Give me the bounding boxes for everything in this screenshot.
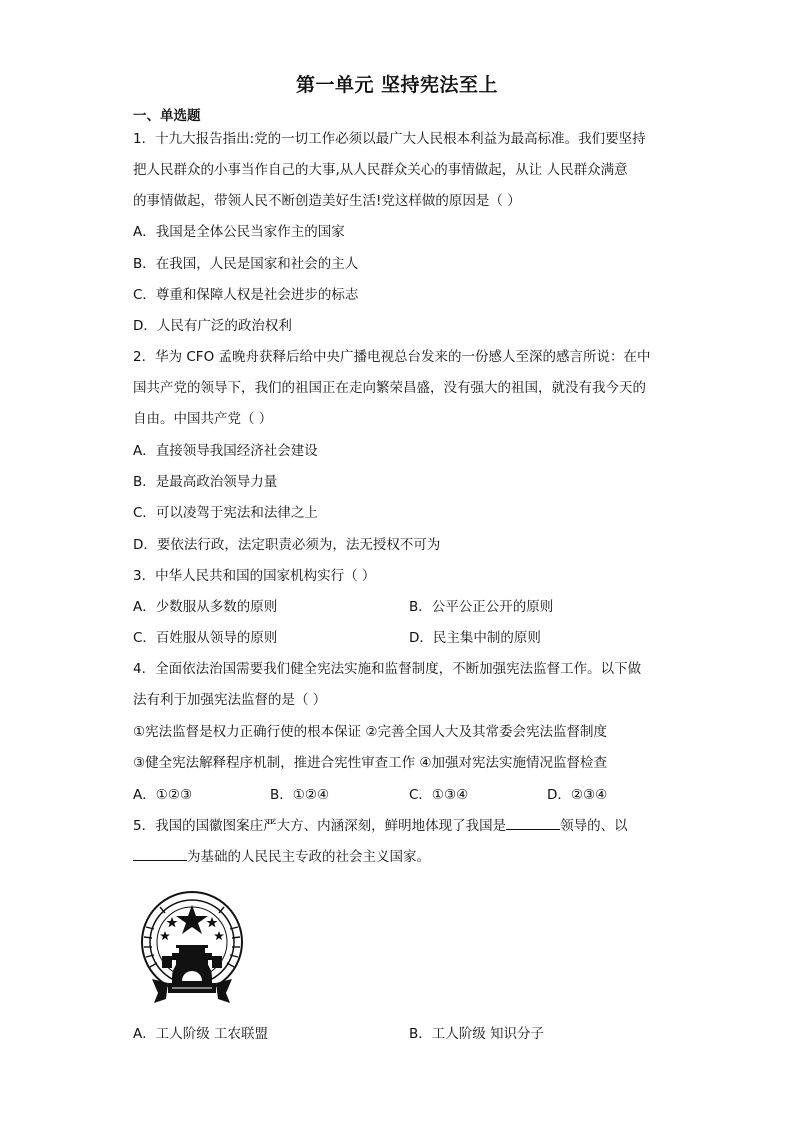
- q2-option-a[interactable]: A．直接领导我国经济社会建设: [133, 443, 318, 459]
- q4-option-c[interactable]: C．①③④: [409, 787, 469, 803]
- q2-stem-line-3: 自由。中国共产党（ ）: [133, 411, 273, 427]
- q5-blank-2[interactable]: [133, 848, 187, 861]
- q2-stem-line-1: 2．华为 CFO 孟晚舟获释后给中央广播电视总台发来的一份感人至深的感言所说：在中: [133, 349, 651, 365]
- q3-stem: 3．中华人民共和国的国家机构实行（ ）: [133, 568, 376, 584]
- national-emblem-image: [132, 887, 252, 1012]
- q5-stem-part-3: 为基础的人民民主专政的社会主义国家。: [187, 849, 430, 865]
- q2-stem-line-2: 国共产党的领导下，我们的祖国正在走向繁荣昌盛，没有强大的祖国，就没有我今天的: [133, 380, 646, 396]
- document-title: 第一单元 坚持宪法至上: [295, 74, 499, 96]
- q2-option-d[interactable]: D．要依法行政，法定职责必须为，法无授权不可为: [133, 537, 441, 553]
- q5-option-a[interactable]: A．工人阶级 工农联盟: [133, 1026, 269, 1042]
- q5-stem-part-2: 领导的、以: [560, 818, 628, 834]
- q5-stem-part-1: 5．我国的国徽图案庄严大方、内涵深刻，鲜明地体现了我国是: [133, 818, 507, 834]
- section-heading: 一、单选题: [133, 108, 201, 124]
- q1-option-b[interactable]: B．在我国，人民是国家和社会的主人: [133, 256, 359, 272]
- q1-option-c[interactable]: C．尊重和保障人权是社会进步的标志: [133, 287, 359, 303]
- q4-statements-line-2: ③健全宪法解释程序机制，推进合宪性审查工作 ④加强对宪法实施情况监督检查: [133, 755, 607, 771]
- q3-option-d[interactable]: D．民主集中制的原则: [409, 630, 541, 646]
- q5-blank-1[interactable]: [506, 817, 560, 830]
- q4-option-b[interactable]: B．①②④: [270, 787, 330, 803]
- q3-option-c[interactable]: C．百姓服从领导的原则: [133, 630, 278, 646]
- q4-option-a[interactable]: A．①②③: [133, 787, 193, 803]
- q2-option-b[interactable]: B．是最高政治领导力量: [133, 474, 278, 490]
- q4-option-d[interactable]: D．②③④: [547, 787, 608, 803]
- q4-stem-line-1: 4．全面依法治国需要我们健全宪法实施和监督制度，不断加强宪法监督工作。以下做: [133, 661, 642, 677]
- q2-option-c[interactable]: C．可以凌驾于宪法和法律之上: [133, 505, 318, 521]
- q1-option-a[interactable]: A．我国是全体公民当家作主的国家: [133, 224, 345, 240]
- q4-stem-line-2: 法有利于加强宪法监督的是（ ）: [133, 692, 327, 708]
- q5-option-b[interactable]: B．工人阶级 知识分子: [409, 1026, 545, 1042]
- q3-option-b[interactable]: B．公平公正公开的原则: [409, 599, 554, 615]
- q5-stem-line-2: [133, 848, 430, 866]
- q1-option-d[interactable]: D．人民有广泛的政治权利: [133, 318, 292, 334]
- q3-option-a[interactable]: A．少数服从多数的原则: [133, 599, 278, 615]
- q1-stem-line-1: 1．十九大报告指出:党的一切工作必须以最广大人民根本利益为最高标准。我们要坚持: [133, 131, 646, 147]
- q4-statements-line-1: ①宪法监督是权力正确行使的根本保证 ②完善全国人大及其常委会宪法监督制度: [133, 724, 607, 740]
- q1-stem-line-3: 的事情做起，带领人民不断创造美好生活!党这样做的原因是（ ）: [133, 193, 521, 209]
- q1-stem-line-2: 把人民群众的小事当作自己的大事,从人民群众关心的事情做起，从让 人民群众满意: [133, 162, 628, 178]
- q5-stem-line-1: [133, 817, 628, 835]
